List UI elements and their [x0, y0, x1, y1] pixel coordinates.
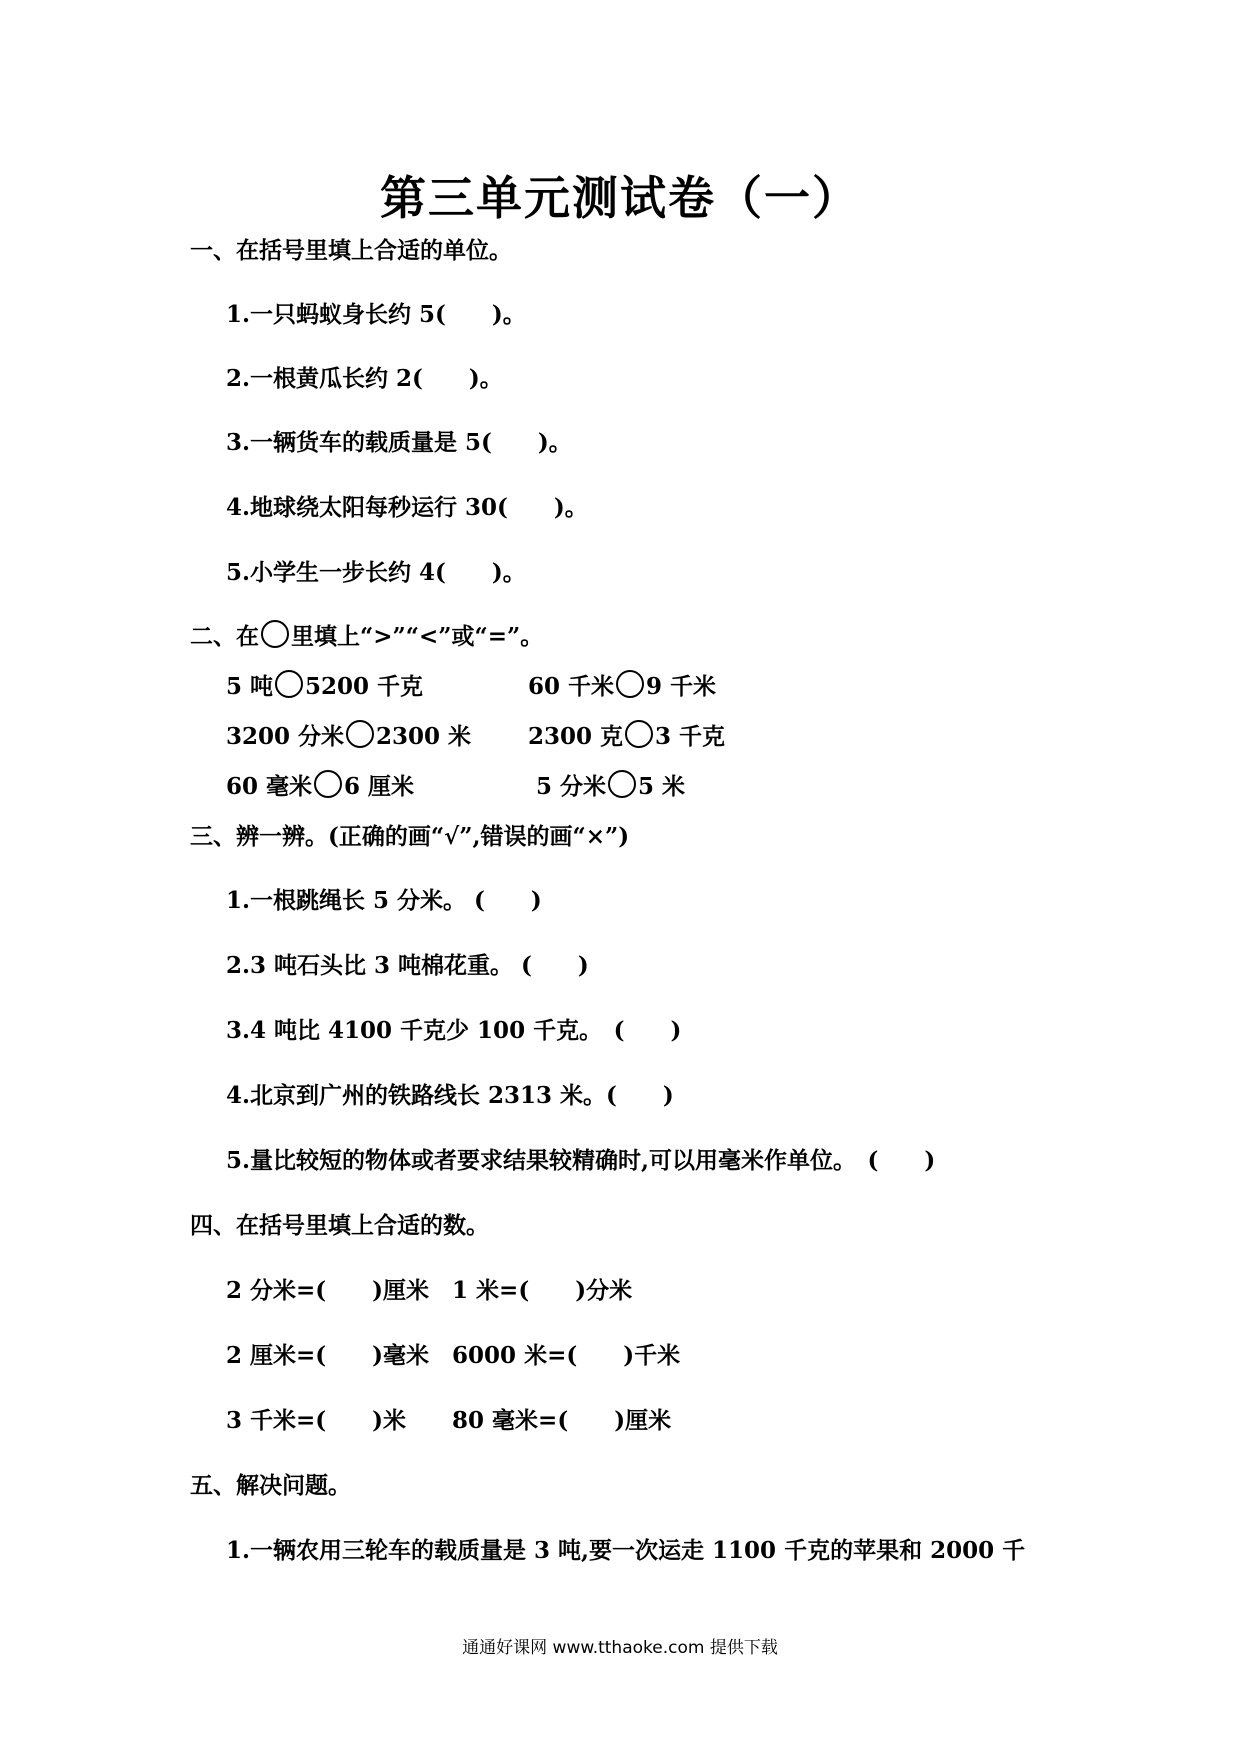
- section-2-heading-before: 二、在: [190, 623, 259, 650]
- section-3-item-3: 3.4 吨比 4100 千克少 100 千克。 ( ): [226, 1017, 682, 1044]
- section-3-item-4: 4.北京到广州的铁路线长 2313 米。( ): [226, 1082, 674, 1109]
- compare-circle-icon: [608, 770, 636, 798]
- section-3-heading: 三、辨一辨。(正确的画“√”,错误的画“×”): [190, 823, 630, 850]
- section-5-item-1: 1.一辆农用三轮车的载质量是 3 吨,要一次运走 1100 千克的苹果和 2000 千: [226, 1537, 1026, 1564]
- compare-row-2-a: [226, 718, 471, 751]
- compare-right: 3 千克: [655, 723, 726, 750]
- compare-circle-icon: [346, 720, 374, 748]
- compare-right: 9 千米: [646, 673, 717, 700]
- compare-right: 6 厘米: [344, 773, 415, 800]
- section-3-item-2: 2.3 吨石头比 3 吨棉花重。 ( ): [226, 952, 589, 979]
- section-3-item-5: 5.量比较短的物体或者要求结果较精确时,可以用毫米作单位。 ( ): [226, 1147, 936, 1174]
- section-2-heading: [190, 618, 543, 651]
- section-5-heading: 五、解决问题。: [190, 1472, 351, 1499]
- compare-right: 5 米: [638, 773, 686, 800]
- section-1-item-3: 3.一辆货车的载质量是 5( )。: [226, 429, 572, 456]
- section-1-item-4: 4.地球绕太阳每秒运行 30( )。: [226, 494, 588, 521]
- section-4-item-1: 2 分米=( )厘米 1 米=( )分米: [226, 1277, 633, 1304]
- compare-left: 2300 克: [528, 723, 624, 750]
- compare-row-3-b: [536, 768, 685, 801]
- compare-row-3-a: [226, 768, 414, 801]
- section-2-heading-after: 里填上“>”“<”或“=”。: [291, 623, 544, 650]
- compare-circle-icon: [261, 620, 289, 648]
- compare-left: 5 分米: [536, 773, 607, 800]
- compare-circle-icon: [625, 720, 653, 748]
- compare-right: 2300 米: [376, 723, 472, 750]
- compare-circle-icon: [616, 670, 644, 698]
- compare-row-1-b: [528, 668, 716, 701]
- compare-left: 5 吨: [226, 673, 274, 700]
- compare-circle-icon: [275, 670, 303, 698]
- section-1-item-2: 2.一根黄瓜长约 2( )。: [226, 365, 503, 392]
- section-1-item-1: 1.一只蚂蚁身长约 5( )。: [226, 301, 526, 328]
- section-4-heading: 四、在括号里填上合适的数。: [190, 1212, 489, 1239]
- compare-row-2-b: [528, 718, 725, 751]
- compare-row-1-a: [226, 668, 423, 701]
- compare-right: 5200 千克: [305, 673, 424, 700]
- section-4-item-2: 2 厘米=( )毫米 6000 米=( )千米: [226, 1342, 681, 1369]
- compare-left: 3200 分米: [226, 723, 345, 750]
- footer-source: 通通好课网 www.tthaoke.com 提供下载: [462, 1638, 778, 1658]
- section-3-item-1: 1.一根跳绳长 5 分米。 ( ): [226, 887, 542, 914]
- section-4-item-3: 3 千米=( )米 80 毫米=( )厘米: [226, 1407, 672, 1434]
- compare-left: 60 毫米: [226, 773, 313, 800]
- page-title: 第三单元测试卷（一）: [380, 171, 860, 225]
- section-1-item-5: 5.小学生一步长约 4( )。: [226, 559, 526, 586]
- compare-circle-icon: [314, 770, 342, 798]
- compare-left: 60 千米: [528, 673, 615, 700]
- section-1-heading: 一、在括号里填上合适的单位。: [190, 237, 512, 264]
